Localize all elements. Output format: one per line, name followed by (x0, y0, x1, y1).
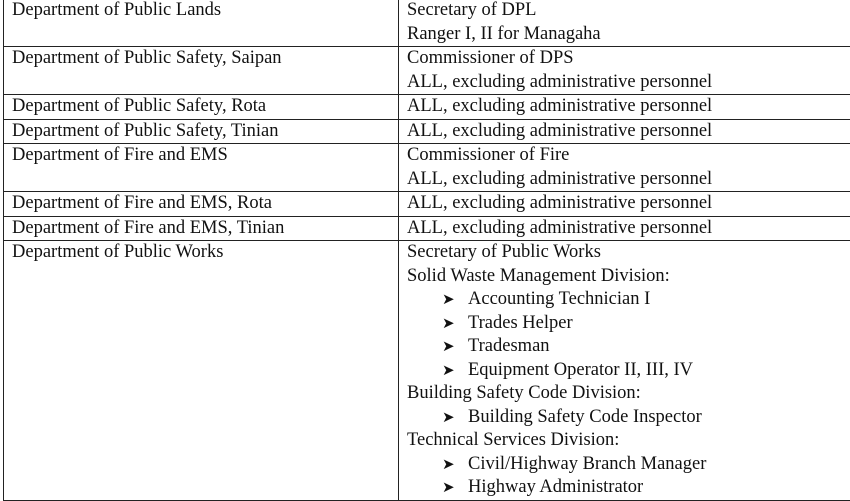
division-heading: Solid Waste Management Division: (407, 265, 850, 289)
position-line: Commissioner of Fire (407, 144, 850, 168)
department-cell (4, 0, 399, 47)
bullet-text: Building Safety Code Inspector (468, 407, 702, 427)
table-row (4, 95, 850, 120)
division-heading: Technical Services Division: (407, 429, 850, 453)
positions-cell (399, 216, 850, 241)
department-name: Department of Public Safety, Tinian (12, 120, 398, 144)
department-cell (4, 216, 399, 241)
bullet-item (407, 406, 850, 430)
table-row (4, 192, 850, 217)
department-cell (4, 192, 399, 217)
positions-cell (399, 119, 850, 144)
department-name: Department of Public Works (12, 241, 398, 265)
division-heading: Building Safety Code Division: (407, 382, 850, 406)
table-row (4, 241, 850, 501)
department-cell (4, 119, 399, 144)
bullet-text: Highway Administrator (468, 477, 643, 497)
position-line: ALL, excluding administrative personnel (407, 120, 850, 144)
department-cell (4, 241, 399, 501)
positions-cell (399, 241, 850, 501)
table-row (4, 144, 850, 192)
position-line: ALL, excluding administrative personnel (407, 168, 850, 192)
arrowhead-bullet-icon: ➤ (442, 453, 468, 477)
positions-cell (399, 144, 850, 192)
table-row (4, 47, 850, 95)
department-name: Department of Fire and EMS (12, 144, 398, 168)
position-line: Commissioner of DPS (407, 47, 850, 71)
arrowhead-bullet-icon: ➤ (442, 476, 468, 500)
department-positions-table (3, 0, 850, 501)
department-name: Department of Fire and EMS, Tinian (12, 217, 398, 241)
department-cell (4, 47, 399, 95)
position-line: Secretary of DPL (407, 0, 850, 23)
table-row (4, 216, 850, 241)
bullet-text: Equipment Operator II, III, IV (468, 360, 693, 380)
positions-cell (399, 47, 850, 95)
position-line: ALL, excluding administrative personnel (407, 95, 850, 119)
department-name: Department of Public Lands (12, 0, 398, 23)
bullet-item (407, 288, 850, 312)
bullet-text: Trades Helper (468, 313, 573, 333)
position-line: ALL, excluding administrative personnel (407, 192, 850, 216)
bullet-item (407, 453, 850, 477)
position-line: ALL, excluding administrative personnel (407, 71, 850, 95)
department-cell (4, 95, 399, 120)
positions-cell (399, 0, 850, 47)
arrowhead-bullet-icon: ➤ (442, 335, 468, 359)
department-name: Department of Public Safety, Rota (12, 95, 398, 119)
position-line: Secretary of Public Works (407, 241, 850, 265)
department-name: Department of Fire and EMS, Rota (12, 192, 398, 216)
table-row (4, 119, 850, 144)
bullet-text: Tradesman (468, 336, 550, 356)
arrowhead-bullet-icon: ➤ (442, 312, 468, 336)
table-row (4, 0, 850, 47)
position-line: ALL, excluding administrative personnel (407, 217, 850, 241)
positions-cell (399, 192, 850, 217)
arrowhead-bullet-icon: ➤ (442, 288, 468, 312)
bullet-item (407, 476, 850, 500)
positions-cell (399, 95, 850, 120)
department-name: Department of Public Safety, Saipan (12, 47, 398, 71)
position-line: Ranger I, II for Managaha (407, 23, 850, 47)
bullet-item (407, 312, 850, 336)
bullet-item (407, 359, 850, 383)
department-cell (4, 144, 399, 192)
bullet-text: Accounting Technician I (468, 289, 650, 309)
arrowhead-bullet-icon: ➤ (442, 359, 468, 383)
arrowhead-bullet-icon: ➤ (442, 406, 468, 430)
bullet-text: Civil/Highway Branch Manager (468, 454, 706, 474)
bullet-item (407, 335, 850, 359)
